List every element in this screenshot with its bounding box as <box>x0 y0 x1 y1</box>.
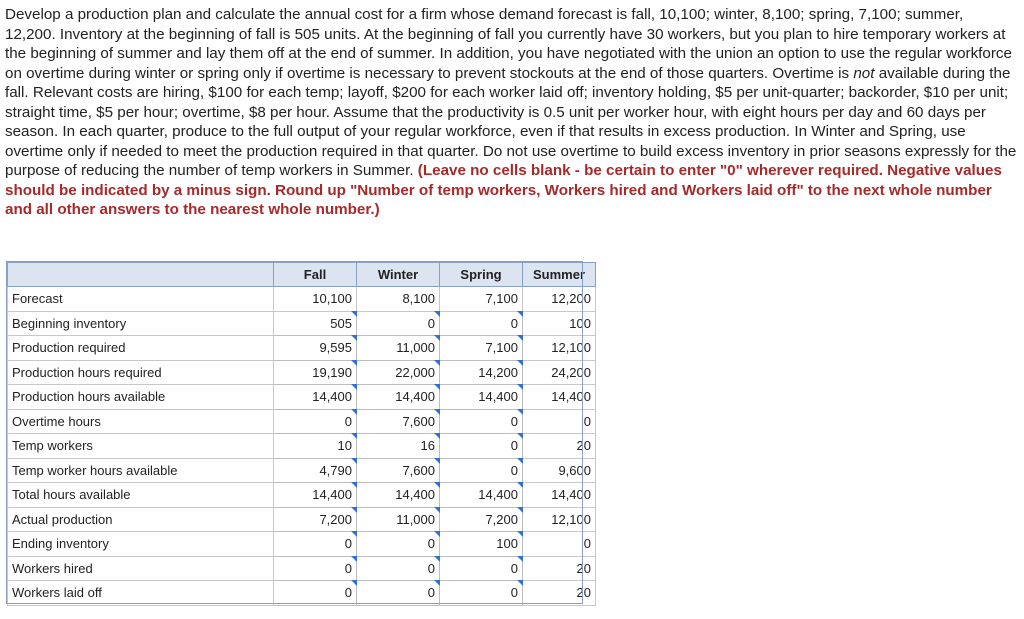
cell-value: 0 <box>344 585 352 601</box>
input-cell-fall[interactable] <box>274 360 357 385</box>
input-cell-spring[interactable] <box>440 556 523 581</box>
cell-value: 24,200 <box>551 364 591 380</box>
input-cell-winter[interactable] <box>357 360 440 385</box>
cell-value: 12,100 <box>551 340 591 356</box>
table-row <box>8 311 596 336</box>
input-cell-spring[interactable] <box>440 483 523 508</box>
input-cell-fall[interactable] <box>274 311 357 336</box>
cell-value: 0 <box>510 560 518 576</box>
value-cell-summer <box>523 409 596 434</box>
input-corner-marker-icon <box>517 409 523 415</box>
table-row <box>8 409 596 434</box>
header-corner <box>8 263 274 287</box>
table-row <box>8 385 596 410</box>
value-cell-summer <box>523 311 596 336</box>
table-body <box>8 287 596 606</box>
row-label: Temp worker hours available <box>8 458 274 483</box>
input-cell-winter[interactable] <box>357 556 440 581</box>
cell-value: 14,400 <box>395 389 435 405</box>
row-label: Forecast <box>8 287 274 312</box>
input-cell-winter[interactable] <box>357 532 440 557</box>
cell-value: 14,200 <box>478 364 518 380</box>
input-corner-marker-icon <box>517 384 523 390</box>
cell-value: 0 <box>427 536 435 552</box>
table-row <box>8 287 596 312</box>
input-cell-spring[interactable] <box>440 360 523 385</box>
cell-value: 0 <box>510 315 518 331</box>
value-cell-summer <box>523 507 596 532</box>
cell-value: 7,600 <box>402 413 435 429</box>
value-cell-summer <box>523 483 596 508</box>
cell-value: 505 <box>330 315 352 331</box>
input-cell-fall[interactable] <box>274 336 357 361</box>
table-row <box>8 458 596 483</box>
row-label: Ending inventory <box>8 532 274 557</box>
cell-value: 16 <box>420 438 435 454</box>
table-row <box>8 434 596 459</box>
cell-value: 0 <box>344 560 352 576</box>
input-cell-fall[interactable] <box>274 581 357 606</box>
problem-text-part1: Develop a production plan and calculate the annual cost for a firm whose demand forecast is fall, 10,100; winter, 8,100; spring, 7,100; summer, 12,200. Inventory at the beginning of fall is 505 units. At the beginning of fall you currently have 30 workers, but you plan to hire temporary workers at the beginning of summer and lay them off at the end of summer. In addition, you have negotiated with the union an option to use the regular workforce on overtime during winter or spring only if overtime is necessary to prevent stockouts at the end of those quarters. Overtime is <box>5 6 1012 82</box>
cell-value: 7,100 <box>485 340 518 356</box>
input-cell-winter[interactable] <box>357 483 440 508</box>
cell-value: 0 <box>427 585 435 601</box>
input-corner-marker-icon <box>517 556 523 562</box>
table-row <box>8 336 596 361</box>
input-cell-fall[interactable] <box>274 483 357 508</box>
cell-value: 20 <box>576 438 591 454</box>
row-label: Workers laid off <box>8 581 274 606</box>
input-cell-fall[interactable] <box>274 434 357 459</box>
problem-emphasis-not: not <box>853 64 875 82</box>
value-cell-fall <box>274 287 357 312</box>
cell-value: 9,600 <box>558 462 591 478</box>
input-corner-marker-icon <box>517 458 523 464</box>
cell-value: 14,400 <box>312 389 352 405</box>
input-cell-fall[interactable] <box>274 458 357 483</box>
input-cell-fall[interactable] <box>274 507 357 532</box>
instruction-text: (Leave no cells blank - be certain to enter "0" wherever required. Negative values should be indicated by a minus sign. Round up "Number of temp workers, Workers hired and Workers laid off" to the next whole number and all other answers to the nearest whole number.) <box>5 162 1002 218</box>
input-corner-marker-icon <box>517 335 523 341</box>
input-corner-marker-icon <box>517 360 523 366</box>
cell-value: 11,000 <box>396 340 435 356</box>
cell-value: 14,400 <box>551 389 591 405</box>
cell-value: 100 <box>496 536 518 552</box>
row-label: Production hours available <box>8 385 274 410</box>
input-cell-fall[interactable] <box>274 556 357 581</box>
input-cell-winter[interactable] <box>357 458 440 483</box>
input-cell-winter[interactable] <box>357 434 440 459</box>
cell-value: 12,200 <box>551 291 591 307</box>
table-row <box>8 483 596 508</box>
input-cell-spring[interactable] <box>440 336 523 361</box>
cell-value: 0 <box>510 438 518 454</box>
value-cell-summer <box>523 434 596 459</box>
value-cell-summer <box>523 556 596 581</box>
cell-value: 14,400 <box>478 487 518 503</box>
production-plan-table <box>7 262 596 606</box>
problem-statement <box>5 5 1017 220</box>
table-row <box>8 581 596 606</box>
input-cell-winter[interactable] <box>357 336 440 361</box>
table-row <box>8 532 596 557</box>
cell-value: 8,100 <box>402 291 435 307</box>
cell-value: 0 <box>583 536 591 552</box>
value-cell-summer <box>523 360 596 385</box>
header-winter: Winter <box>357 263 440 287</box>
input-cell-fall[interactable] <box>274 532 357 557</box>
cell-value: 14,400 <box>312 487 352 503</box>
input-cell-spring[interactable] <box>440 311 523 336</box>
value-cell-summer <box>523 581 596 606</box>
row-label: Temp workers <box>8 434 274 459</box>
cell-value: 14,400 <box>395 487 435 503</box>
value-cell-summer <box>523 532 596 557</box>
cell-value: 4,790 <box>319 462 352 478</box>
row-label: Production hours required <box>8 360 274 385</box>
cell-value: 10,100 <box>312 291 352 307</box>
input-corner-marker-icon <box>517 580 523 586</box>
cell-value: 14,400 <box>551 487 591 503</box>
input-cell-fall[interactable] <box>274 409 357 434</box>
input-cell-winter[interactable] <box>357 581 440 606</box>
cell-value: 11,000 <box>396 511 435 527</box>
row-label: Overtime hours <box>8 409 274 434</box>
input-corner-marker-icon <box>517 507 523 513</box>
cell-value: 14,400 <box>478 389 518 405</box>
cell-value: 0 <box>344 413 352 429</box>
value-cell-summer <box>523 287 596 312</box>
cell-value: 0 <box>510 462 518 478</box>
table-row <box>8 556 596 581</box>
value-cell-summer <box>523 458 596 483</box>
value-cell-summer <box>523 385 596 410</box>
cell-value: 100 <box>569 315 591 331</box>
input-corner-marker-icon <box>517 433 523 439</box>
input-cell-winter[interactable] <box>357 507 440 532</box>
input-cell-spring[interactable] <box>440 507 523 532</box>
problem-text-part2: available during the fall. Relevant costs are hiring, $100 for each temp; layoff, $200 for each worker laid off; inventory holding, $5 per unit-quarter; backorder, $10 per unit; straight time, $5 per hour; overtime, $8 per hour. Assume that the productivity is 0.5 unit per worker hour, with eight hours per day and 60 days per season. In each quarter, produce to the full output of your regular workforce, even if that results in excess production. In Winter and Spring, use overtime only if needed to meet the production required in that quarter. Do not use overtime to build excess inventory in prior seasons expressly for the purpose of reducing the number of temp workers in Summer. <box>5 64 1017 179</box>
cell-value: 19,190 <box>312 364 352 380</box>
cell-value: 0 <box>427 315 435 331</box>
input-cell-fall[interactable] <box>274 385 357 410</box>
header-summer: Summer <box>523 263 596 287</box>
row-label: Beginning inventory <box>8 311 274 336</box>
cell-value: 7,100 <box>485 291 518 307</box>
header-row <box>8 263 596 287</box>
row-label: Total hours available <box>8 483 274 508</box>
value-cell-summer <box>523 336 596 361</box>
input-cell-spring[interactable] <box>440 581 523 606</box>
cell-value: 12,100 <box>551 511 591 527</box>
cell-value: 0 <box>510 585 518 601</box>
input-corner-marker-icon <box>517 311 523 317</box>
input-cell-winter[interactable] <box>357 311 440 336</box>
cell-value: 10 <box>337 438 352 454</box>
input-corner-marker-icon <box>517 531 523 537</box>
input-cell-winter[interactable] <box>357 385 440 410</box>
table-row <box>8 360 596 385</box>
cell-value: 22,000 <box>395 364 435 380</box>
input-corner-marker-icon <box>517 482 523 488</box>
header-fall: Fall <box>274 263 357 287</box>
cell-value: 7,200 <box>319 511 352 527</box>
row-label: Actual production <box>8 507 274 532</box>
header-spring: Spring <box>440 263 523 287</box>
value-cell-spring <box>440 287 523 312</box>
table-row <box>8 507 596 532</box>
input-cell-spring[interactable] <box>440 532 523 557</box>
cell-value: 0 <box>510 413 518 429</box>
input-cell-spring[interactable] <box>440 385 523 410</box>
cell-value: 0 <box>583 413 591 429</box>
cell-value: 0 <box>344 536 352 552</box>
cell-value: 20 <box>576 560 591 576</box>
input-cell-winter[interactable] <box>357 409 440 434</box>
cell-value: 20 <box>576 585 591 601</box>
cell-value: 7,200 <box>485 511 518 527</box>
row-label: Workers hired <box>8 556 274 581</box>
input-cell-spring[interactable] <box>440 409 523 434</box>
cell-value: 0 <box>427 560 435 576</box>
input-cell-spring[interactable] <box>440 434 523 459</box>
cell-value: 9,595 <box>319 340 352 356</box>
cell-value: 7,600 <box>402 462 435 478</box>
value-cell-winter <box>357 287 440 312</box>
row-label: Production required <box>8 336 274 361</box>
input-cell-spring[interactable] <box>440 458 523 483</box>
